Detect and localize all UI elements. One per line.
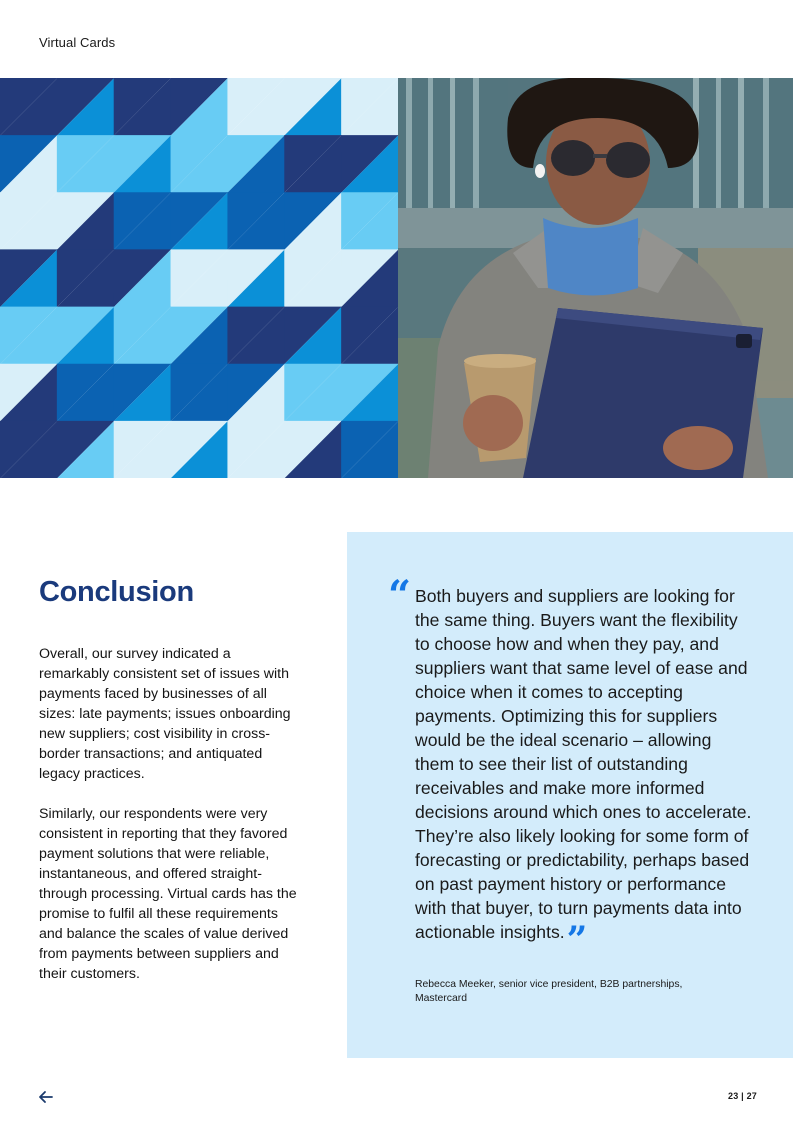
back-button[interactable]	[37, 1089, 55, 1105]
page-number: 23 | 27	[728, 1091, 757, 1101]
body-paragraph-2: Similarly, our respondents were very consistent in reporting that they favored payment solutions that were reliable, instantaneous, and offered straight-through processing. Virtual cards has the promise to fulfil all these requirements and balance the scales of value derived from payments between suppliers and their customers.	[39, 806, 297, 982]
open-quote-icon: “	[388, 572, 412, 619]
pull-quote-text	[415, 584, 755, 961]
geometric-pattern-graphic	[0, 78, 398, 478]
section-title: Conclusion	[39, 576, 194, 608]
arrow-left-icon	[37, 1089, 55, 1105]
hero-banner	[0, 78, 793, 478]
running-header-title: Virtual Cards	[39, 35, 116, 50]
geometric-pattern-svg	[0, 78, 398, 478]
conclusion-section	[39, 574, 309, 984]
close-quote-icon: ”	[566, 919, 588, 961]
body-paragraph-1: Overall, our survey indicated a remarkably consistent set of issues with payments faced by businesses of all sizes: late payments; issues onboarding new suppliers; cost visibility in cross-border transactions; and antiquated legacy practices.	[39, 646, 291, 782]
hero-photo	[398, 78, 793, 478]
photo-illustration	[398, 78, 793, 478]
quote-body: Both buyers and suppliers are looking for the same thing. Buyers want the flexibility to choose how and when they pay, and suppliers want that same level of ease and choice when it comes to accepting payments. Optimizing this for suppliers would be the ideal scenario – allowing them to see their list of outstanding receivables and make more informed decisions around which ones to accelerate. They’re also likely looking for some form of forecasting or predictability, perhaps based on past payment history or performance with that buyer, to turn payments data into actionable insights.	[415, 586, 752, 942]
quote-attribution: Rebecca Meeker, senior vice president, B2B partnerships, Mastercard	[415, 979, 683, 1004]
pull-quote-box	[347, 532, 793, 1058]
